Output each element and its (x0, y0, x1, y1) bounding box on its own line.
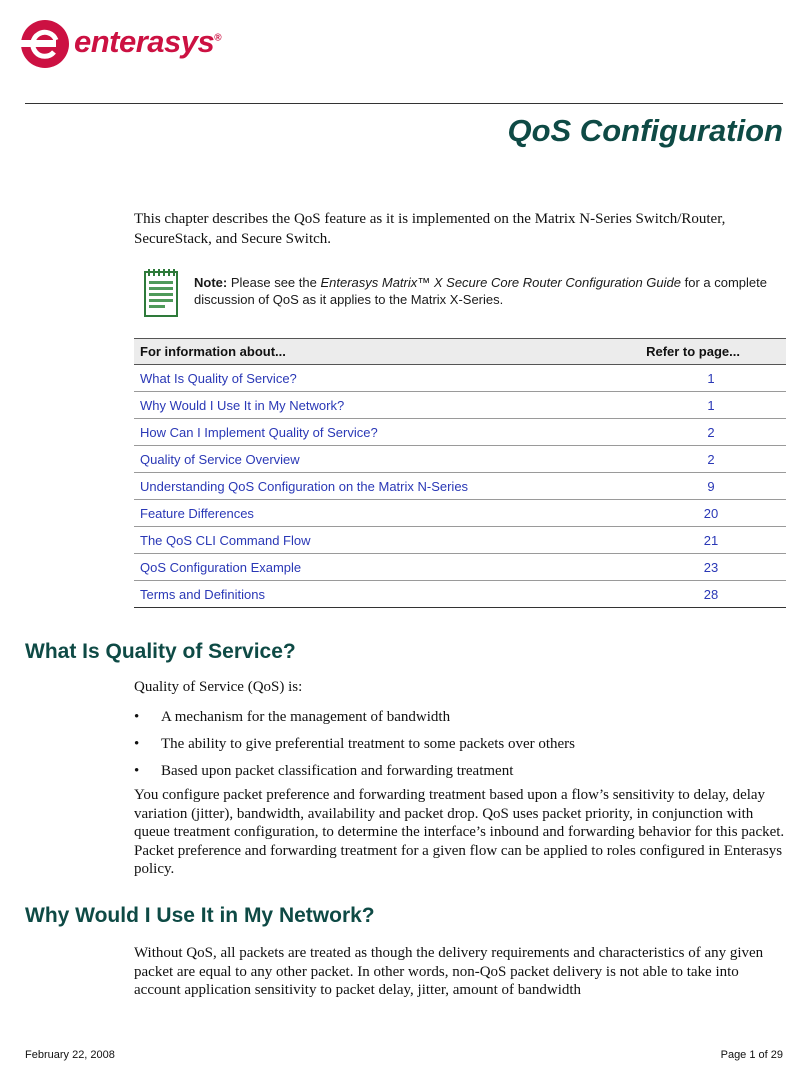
note-icon (143, 268, 179, 318)
table-row[interactable] (134, 500, 786, 527)
bullet-icon: • (134, 709, 140, 725)
header-divider (25, 103, 783, 104)
toc-link[interactable]: Quality of Service Overview (140, 451, 300, 467)
toc-link[interactable]: QoS Configuration Example (140, 559, 302, 575)
toc-page: 28 (703, 586, 719, 602)
toc-page: 20 (703, 505, 719, 521)
list-item (134, 731, 786, 758)
toc-link[interactable]: The QoS CLI Command Flow (140, 532, 311, 548)
toc-header-topic: For information about... (140, 344, 286, 359)
table-row[interactable] (134, 473, 786, 500)
toc-page: 2 (707, 424, 715, 440)
note-post: for a complete discussion of QoS as it applies to the Matrix X-Series. (194, 275, 767, 307)
toc-table (134, 338, 786, 608)
footer-page-number: Page 1 of 29 (720, 1049, 783, 1061)
table-row[interactable] (134, 392, 786, 419)
toc-link[interactable]: Why Would I Use It in My Network? (140, 397, 345, 413)
list-item (134, 704, 786, 731)
table-row[interactable] (134, 527, 786, 554)
enterasys-logo (20, 16, 221, 72)
note-label: Note: (194, 275, 228, 290)
table-row[interactable] (134, 365, 786, 392)
toc-page: 1 (707, 370, 715, 386)
toc-page: 23 (703, 559, 719, 575)
why-paragraph: Without QoS, all packets are treated as though the delivery requirements and characteristics of any given packet are equal to any other packet. In other words, non-QoS packet delivery is not able to take into account application sensitivity to packet delay, jitter, amount of bandwidth (134, 945, 764, 998)
note-guide-title: Enterasys Matrix™ X Secure Core Router Configuration Guide (320, 275, 681, 290)
toc-link[interactable]: Understanding QoS Configuration on the Matrix N-Series (140, 478, 469, 494)
table-row[interactable] (134, 446, 786, 473)
bullet-icon: • (134, 763, 140, 779)
toc-header-row (134, 338, 786, 365)
toc-link[interactable]: Feature Differences (140, 505, 254, 521)
bullet-text: Based upon packet classification and forwarding treatment (161, 763, 514, 779)
page-title: QoS Configuration (507, 113, 783, 148)
qos-bullet-list (134, 704, 786, 785)
bullet-icon: • (134, 736, 140, 752)
qos-config-paragraph: You configure packet preference and forwarding treatment based upon a flow’s sensitivity to delay, delay variation (jitter), bandwidth, availability and packet drop. QoS uses packet priority, in conjunction with queue treatment configuration, to determine the interface’s inbound and forwarding behavior for this packet. Packet preference and forwarding treatment for a given flow can be applied to roles configured in Enterasys policy. (134, 787, 785, 877)
toc-page: 1 (707, 397, 715, 413)
toc-page: 2 (707, 451, 715, 467)
section-heading-what: What Is Quality of Service? (25, 640, 296, 663)
enterasys-logo-icon (20, 19, 70, 69)
bullet-text: The ability to give preferential treatment to some packets over others (161, 736, 576, 752)
table-row[interactable] (134, 554, 786, 581)
toc-link[interactable]: How Can I Implement Quality of Service? (140, 424, 378, 440)
bullet-text: A mechanism for the management of bandwidth (161, 709, 451, 725)
table-row[interactable] (134, 419, 786, 446)
toc-page: 21 (703, 532, 719, 548)
toc-page: 9 (707, 478, 715, 494)
table-row[interactable] (134, 581, 786, 608)
note-pre: Please see the (227, 275, 321, 290)
toc-link[interactable]: Terms and Definitions (140, 586, 265, 602)
section-heading-why: Why Would I Use It in My Network? (25, 904, 375, 927)
footer-date: February 22, 2008 (25, 1049, 115, 1061)
note (194, 274, 774, 308)
qos-lead: Quality of Service (QoS) is: (134, 679, 303, 695)
toc-link[interactable]: What Is Quality of Service? (140, 370, 297, 386)
list-item (134, 758, 786, 785)
intro-paragraph: This chapter describes the QoS feature as it is implemented on the Matrix N-Series Switch/Router, SecureStack, and Secure Switch. (134, 211, 726, 247)
brand-name: enterasys® (74, 24, 222, 59)
toc-header-page: Refer to page... (646, 344, 740, 359)
